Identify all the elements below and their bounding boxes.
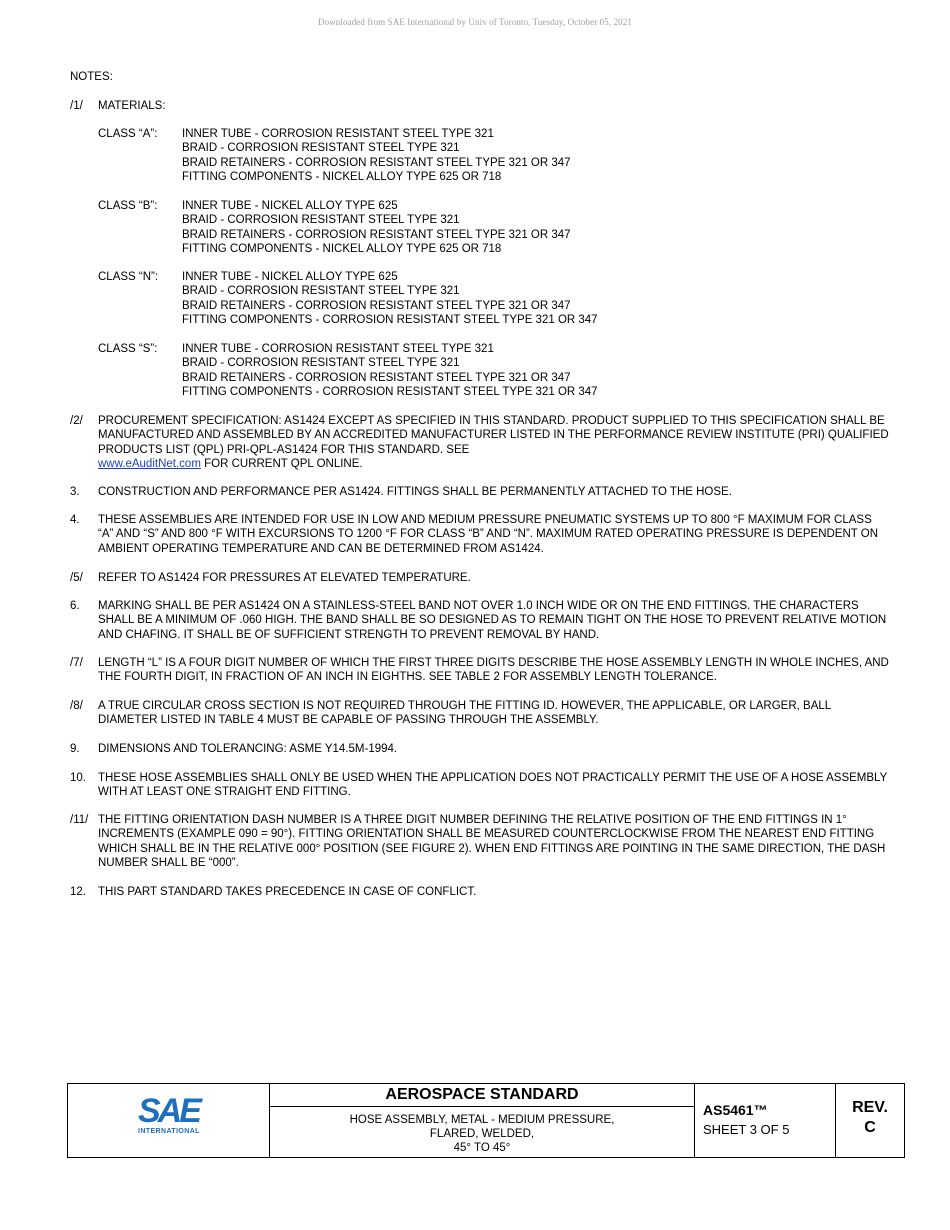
class-s-line: BRAID RETAINERS - CORROSION RESISTANT STEEL TYPE 321 OR 347 [182,371,571,384]
standard-type: AEROSPACE STANDARD [270,1084,694,1107]
class-s-block [98,342,798,400]
note-10-text: THESE HOSE ASSEMBLIES SHALL ONLY BE USED WHEN THE APPLICATION DOES NOT PRACTICALLY PERMIT THE USE OF A HOSE ASSEMBLY WITH AT LEAST ONE STRAIGHT END FITTING. [98,772,888,799]
note-12 [70,885,890,899]
note-number: /8/ [70,700,83,712]
class-s-line: FITTING COMPONENTS - CORROSION RESISTANT STEEL TYPE 321 OR 347 [182,386,598,399]
note-7-text: LENGTH “L” IS A FOUR DIGIT NUMBER OF WHICH THE FIRST THREE DIGITS DESCRIBE THE HOSE ASSEMBLY LENGTH IN WHOLE INCHES, AND THE FOURTH DIGIT, IN FRACTION OF AN INCH IN EIGHTHS. SEE TABLE 2 FOR ASSEMBLY LENGTH TOLERANCE. [98,657,889,684]
note-6 [70,599,890,642]
class-n-label: CLASS “N”: [98,271,159,283]
note-6-text: MARKING SHALL BE PER AS1424 ON A STAINLESS-STEEL BAND NOT OVER 1.0 INCH WIDE OR ON THE END FITTINGS. THE CHARACTERS SHALL BE A MINIMUM OF .060 HIGH. THE BAND SHALL BE SO DESIGNED AS TO REMAIN TIGHT ON THE HOSE TO PREVENT RELATIVE MOTION AND CHAFING. IT SHALL BE OF SUFFICIENT STRENGTH TO PREVENT REMOVAL BY HAND. [98,600,887,641]
class-s-line: BRAID - CORROSION RESISTANT STEEL TYPE 321 [182,357,460,370]
note-number: /1/ [70,100,83,112]
class-s-label: CLASS “S”: [98,343,158,355]
download-notice: Downloaded from SAE International by Univ of Toronto, Tuesday, October 05, 2021 [318,17,632,27]
logo-cell [68,1084,270,1157]
note-4 [70,513,890,556]
note-number: 12. [70,886,86,898]
sheet-number: SHEET 3 OF 5 [703,1122,790,1137]
note-8 [70,699,890,728]
note-1 [70,99,890,113]
sae-logo-mark: SAE [138,1092,199,1130]
class-n-block [98,270,798,328]
note-10 [70,771,890,800]
note-3-text: CONSTRUCTION AND PERFORMANCE PER AS1424. FITTINGS SHALL BE PERMANENTLY ATTACHED TO THE HOSE. [98,486,732,498]
sae-logo-subtitle: INTERNATIONAL [138,1128,200,1135]
note-8-text: A TRUE CIRCULAR CROSS SECTION IS NOT REQUIRED THROUGH THE FITTING ID. HOWEVER, THE APPLICABLE, OR LARGER, BALL DIAMETER LISTED IN TABLE 4 MUST BE CAPABLE OF PASSING THROUGH THE ASSEMBLY. [98,700,831,727]
title-cell [270,1084,695,1157]
class-n-line: FITTING COMPONENTS - CORROSION RESISTANT STEEL TYPE 321 OR 347 [182,314,598,327]
note-number: /11/ [70,814,89,826]
note-number: /5/ [70,572,83,584]
note-number: /7/ [70,657,83,669]
class-a-line: BRAID - CORROSION RESISTANT STEEL TYPE 321 [182,142,460,155]
note-2 [70,414,890,472]
note-9-text: DIMENSIONS AND TOLERANCING: ASME Y14.5M-1994. [98,743,398,755]
doc-number: AS5461™ [703,1102,768,1118]
note-5-text: REFER TO AS1424 FOR PRESSURES AT ELEVATED TEMPERATURE. [98,572,471,584]
class-b-line: BRAID - CORROSION RESISTANT STEEL TYPE 321 [182,214,460,227]
class-a-line: FITTING COMPONENTS - NICKEL ALLOY TYPE 625 OR 718 [182,171,502,184]
class-n-line: INNER TUBE - NICKEL ALLOY TYPE 625 [182,271,398,283]
class-b-line: BRAID RETAINERS - CORROSION RESISTANT STEEL TYPE 321 OR 347 [182,228,571,241]
note-number: /2/ [70,415,83,427]
note-5 [70,571,890,585]
eauditnet-link[interactable]: www.eAuditNet.com [98,458,201,471]
notes-title: NOTES: [70,71,113,83]
description-line: HOSE ASSEMBLY, METAL - MEDIUM PRESSURE, [349,1114,615,1126]
class-b-block [98,199,798,257]
doc-number-cell [695,1084,836,1157]
class-n-line: BRAID - CORROSION RESISTANT STEEL TYPE 321 [182,285,460,298]
class-a-label: CLASS “A”: [98,128,158,140]
description-line: 45° TO 45° [453,1142,511,1154]
sae-logo [138,1094,204,1140]
note-2-text: PROCUREMENT SPECIFICATION: AS1424 EXCEPT AS SPECIFIED IN THIS STANDARD. PRODUCT SUPPLIED TO THIS SPECIFICATION SHALL BE MANUFACTURED AND ASSEMBLED BY AN ACCREDITED MANUFACTURER LISTED IN THE PERFORMANCE REVIEW INSTITUTE (PRI) QUALIFIED PRODUCTS LIST (QPL) PRI-QPL-AS1424 FOR THIS STANDARD. SEE www.eAuditNet.com FOR CURRENT QPL ONLINE. [98,415,889,471]
class-s-line: INNER TUBE - CORROSION RESISTANT STEEL TYPE 321 [182,343,494,355]
standard-description [270,1107,694,1155]
class-b-label: CLASS “B”: [98,200,158,212]
revision-cell [836,1084,904,1157]
class-a-line: INNER TUBE - CORROSION RESISTANT STEEL TYPE 321 [182,128,494,140]
note-4-text: THESE ASSEMBLIES ARE INTENDED FOR USE IN LOW AND MEDIUM PRESSURE PNEUMATIC SYSTEMS UP TO 800 °F MAXIMUM FOR CLASS “A” AND “S” AND 800 °F WITH EXCURSIONS TO 1200 °F FOR CLASS “B” AND “N”. MAXIMUM RATED OPERATING PRESSURE IS DEPENDENT ON AMBIENT OPERATING TEMPERATURE AND CAN BE DETERMINED FROM AS1424. [98,514,879,555]
note-number: 3. [70,486,80,498]
note-12-text: THIS PART STANDARD TAKES PRECEDENCE IN CASE OF CONFLICT. [98,886,477,898]
note-11 [70,813,890,871]
class-a-block [98,127,798,185]
title-block [67,1083,905,1158]
description-line: FLARED, WELDED, [429,1128,535,1140]
note-1-heading: MATERIALS: [98,100,166,112]
class-a-line: BRAID RETAINERS - CORROSION RESISTANT STEEL TYPE 321 OR 347 [182,156,571,169]
note-number: 4. [70,514,80,526]
note-9 [70,742,890,756]
class-b-line: FITTING COMPONENTS - NICKEL ALLOY TYPE 625 OR 718 [182,243,502,256]
revision-value: C [864,1119,876,1136]
note-3 [70,485,890,499]
note-number: 10. [70,772,86,784]
note-number: 9. [70,743,80,755]
note-number: 6. [70,600,80,612]
class-b-line: INNER TUBE - NICKEL ALLOY TYPE 625 [182,200,398,212]
note-7 [70,656,890,685]
class-n-line: BRAID RETAINERS - CORROSION RESISTANT STEEL TYPE 321 OR 347 [182,299,571,312]
note-11-text: THE FITTING ORIENTATION DASH NUMBER IS A THREE DIGIT NUMBER DEFINING THE RELATIVE POSITION OF THE END FITTINGS IN 1° INCREMENTS (EXAMPLE 090 = 90°). FITTING ORIENTATION SHALL BE MEASURED COUNTERCLOCKWISE FROM THE NEAREST END FITTING WHICH SHALL BE IN THE RELATIVE 000° POSITION (SEE FIGURE 2). WHEN END FITTINGS ARE POINTING IN THE SAME DIRECTION, THE DASH NUMBER SHALL BE “000”. [98,814,886,870]
revision-label: REV. [852,1099,888,1116]
